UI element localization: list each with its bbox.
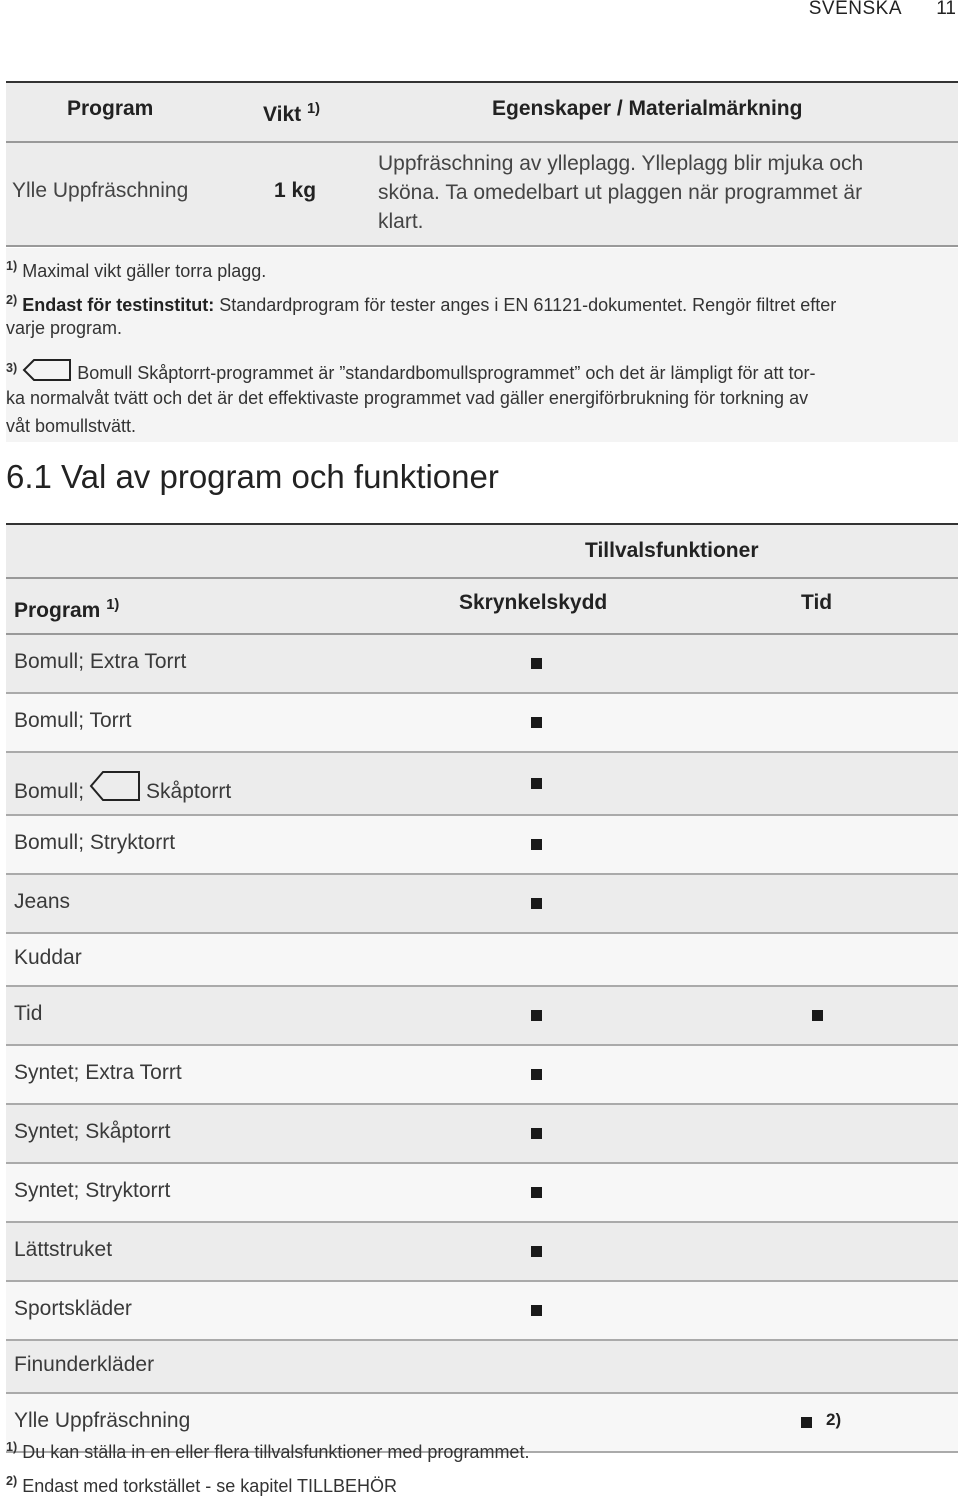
cupboard-dry-tag-icon	[89, 770, 141, 802]
anticrease-filled-square-icon	[531, 1128, 542, 1139]
anticrease-filled-square-icon	[531, 778, 542, 789]
col-program-header: Program $^{1)}$	[14, 597, 120, 623]
program-name: Syntet; Skåptorrt	[14, 1120, 171, 1143]
program-name: Bomull; Extra Torrt	[14, 650, 187, 673]
program-name: Kuddar	[14, 946, 82, 969]
anticrease-filled-square-icon	[531, 898, 542, 909]
table-header-row	[6, 81, 958, 143]
program-options-table	[6, 523, 958, 1453]
program-name: Sportskläder	[14, 1297, 132, 1320]
program-name: Syntet; Extra Torrt	[14, 1061, 182, 1084]
col-properties-header: Egenskaper / Materialmärkning	[492, 97, 803, 120]
note-2-continued: varje program.	[6, 318, 123, 338]
section-title: 6.1 Val av program och funktioner	[6, 458, 499, 495]
cupboard-dry-tag-icon	[22, 358, 72, 382]
table-row	[6, 1164, 958, 1223]
table-row	[6, 1046, 958, 1105]
options-group-header: Tillvalsfunktioner	[585, 539, 759, 562]
anticrease-filled-square-icon	[531, 1246, 542, 1257]
anticrease-filled-square-icon	[531, 717, 542, 728]
program-name: Bomull; Stryktorrt	[14, 831, 176, 854]
table-row	[6, 143, 958, 247]
table-row	[6, 1341, 958, 1394]
table-row	[6, 875, 958, 934]
note-2: $^{2)}$ Endast för testinstitut: Standardprogram för tester anges i EN 61121-dokumentet. Rengör filtret efter	[6, 293, 837, 315]
table-row	[6, 934, 958, 987]
program-name: Jeans	[14, 890, 71, 913]
col-program-header: Program	[67, 97, 154, 120]
header-language: SVENSKA	[808, 0, 902, 19]
program-name: Lättstruket	[14, 1238, 113, 1261]
anticrease-filled-square-icon	[531, 658, 542, 669]
program-weight-table	[6, 81, 958, 247]
table-row	[6, 635, 958, 694]
table-row	[6, 816, 958, 875]
col-time-header: Tid	[801, 591, 833, 614]
table-row	[6, 1282, 958, 1341]
program-name: Tid	[14, 1002, 43, 1025]
time-note-ref: 2)	[826, 1410, 842, 1429]
program-name: Ylle Uppfräschning	[14, 1409, 191, 1432]
table-row	[6, 1223, 958, 1282]
footnote-1: $^{1)}$ Du kan ställa in en eller flera tillvalsfunktioner med programmet.	[6, 1440, 530, 1462]
program-name: Bomull; Torrt	[14, 709, 132, 732]
anticrease-filled-square-icon	[531, 1305, 542, 1316]
time-filled-square-icon	[812, 1010, 823, 1021]
program-name: Syntet; Stryktorrt	[14, 1179, 171, 1202]
col-weight-header: Vikt $^{1)}$	[263, 101, 321, 127]
table-row	[6, 694, 958, 753]
time-filled-square-icon	[801, 1417, 812, 1428]
program-name: Bomull; Skåptorrt	[14, 770, 231, 804]
program-name: Ylle Uppfräschning	[12, 179, 189, 202]
anticrease-filled-square-icon	[531, 1069, 542, 1080]
program-name: Finunderkläder	[14, 1353, 155, 1376]
options-column-header-row	[6, 579, 958, 635]
table-row	[6, 987, 958, 1046]
table-row	[6, 1105, 958, 1164]
options-group-header-row	[6, 523, 958, 579]
anticrease-filled-square-icon	[531, 839, 542, 850]
note-3-continued-2: våt bomullstvätt.	[6, 416, 137, 436]
anticrease-filled-square-icon	[531, 1187, 542, 1198]
page-number: 11	[936, 0, 956, 19]
program-weight: 1 kg	[274, 179, 317, 202]
note-3: $^{3)}$ Bomull Skåptorrt-programmet är ”standardbomullsprogrammet” och det är lämpligt för att tor-	[6, 354, 816, 387]
table-notes	[6, 248, 958, 442]
note-1: $^{1)}$ Maximal vikt gäller torra plagg.	[6, 259, 267, 281]
anticrease-filled-square-icon	[531, 1010, 542, 1021]
note-3-continued-1: ka normalvåt tvätt och det är det effektivaste programmet vad gäller energiförbrukning för torkning av	[6, 388, 809, 408]
program-properties: Uppfräschning av ylleplagg. Ylleplagg blir mjuka och sköna. Ta omedelbart ut plaggen när programmet är klart.	[378, 152, 864, 233]
table-row	[6, 753, 958, 816]
col-anticrease-header: Skrynkelskydd	[459, 591, 608, 614]
footnote-2: $^{2)}$ Endast med torkstället - se kapitel TILLBEHÖR	[6, 1474, 398, 1496]
